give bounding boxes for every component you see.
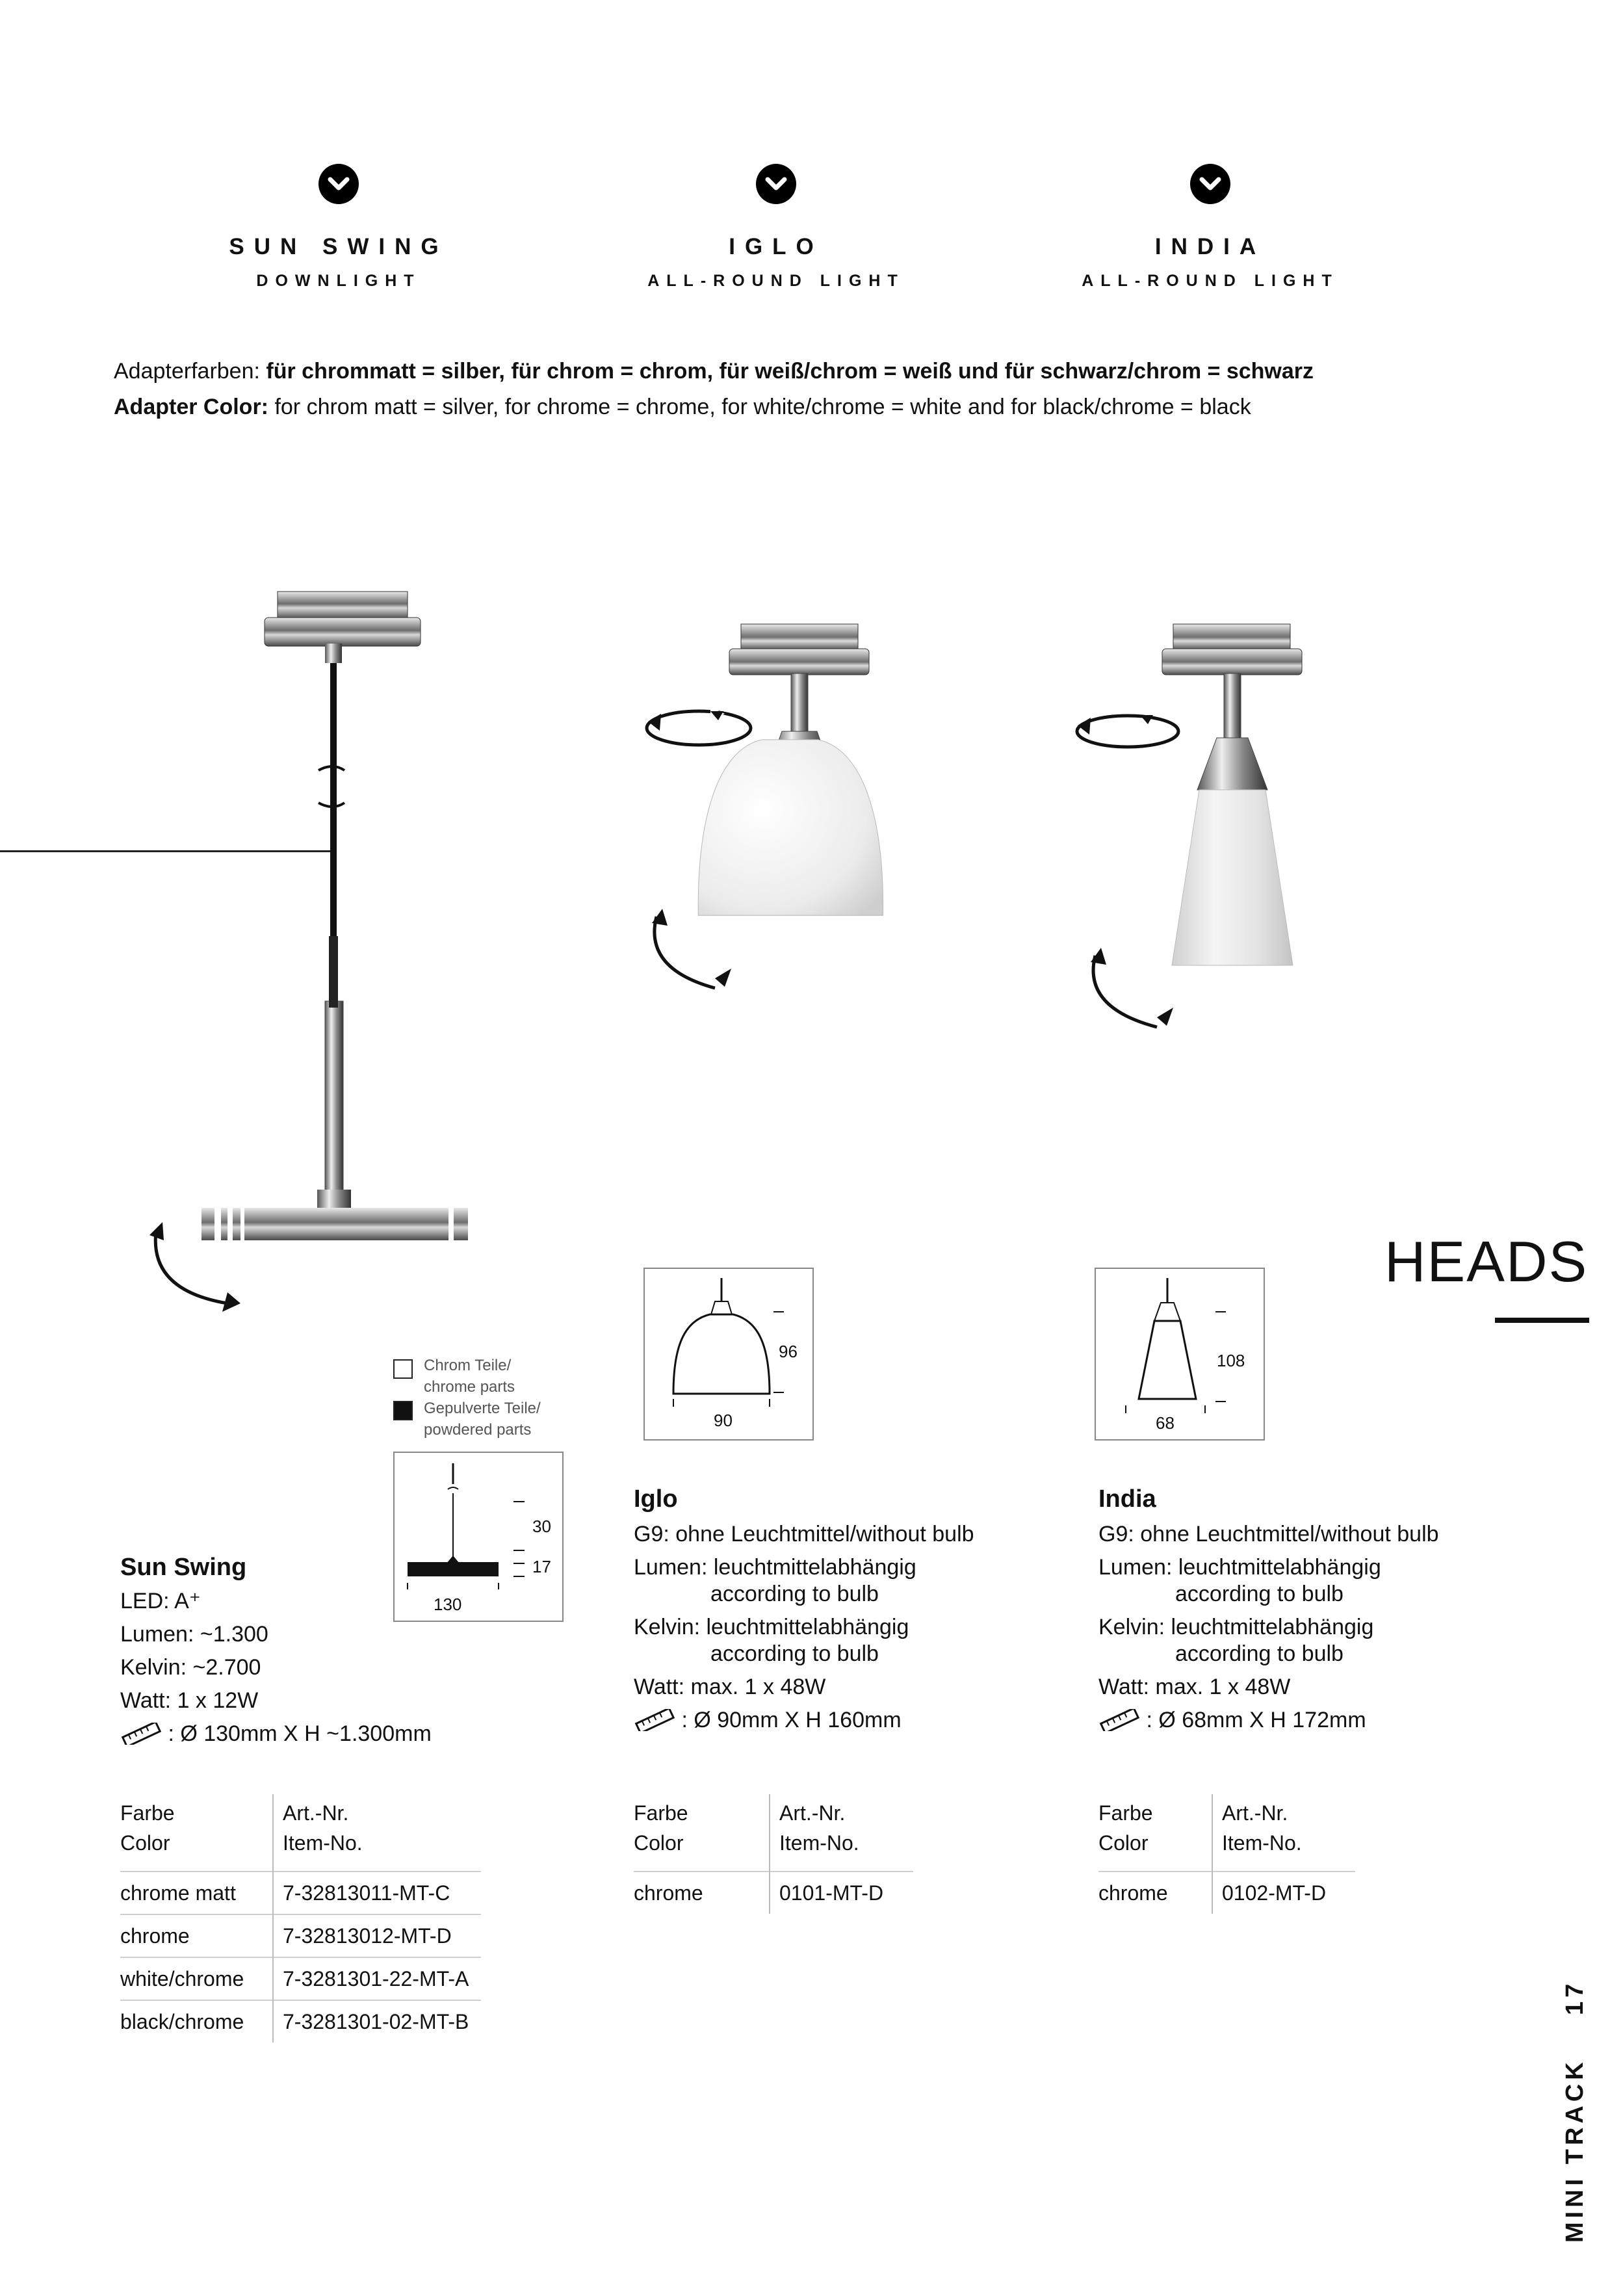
col-item-en: Item-No.: [1222, 1831, 1302, 1855]
spec-size-row: [1098, 1704, 1439, 1737]
row-color: black/chrome: [120, 2000, 273, 2042]
col-item-de: Art.-Nr.: [1222, 1801, 1288, 1825]
adapter-de-text: für chrommatt = silber, für chrom = chrom, für weiß/chrom = weiß und für schwarz/chrom = schwarz: [266, 359, 1314, 384]
spec-kelvin-en: according to bulb: [1175, 1641, 1344, 1666]
powdered-parts-swatch: [393, 1401, 413, 1420]
page-number: 17: [1561, 1979, 1589, 2015]
spec-watt: Watt: 1 x 12W: [120, 1688, 259, 1713]
row-item: 7-3281301-02-MT-B: [273, 2000, 481, 2042]
sun-swing-item-table: [120, 1794, 481, 2042]
legend-powdered-line1: Gepulverte Teile/: [424, 1400, 541, 1417]
col-color-en: Color: [120, 1831, 170, 1855]
row-color: chrome matt: [120, 1872, 273, 1914]
table-header: [634, 1794, 913, 1872]
adapter-de-label: Adapterfarben:: [114, 359, 260, 384]
sun-swing-dim-h2: 17: [532, 1557, 551, 1576]
adapter-en-text: for chrom matt = silver, for chrome = chrome, for white/chrome = white and for black/chrome = black: [274, 395, 1251, 419]
col-color-en: Color: [1098, 1831, 1149, 1855]
iglo-product-image: [634, 618, 894, 1008]
col-item-de: Art.-Nr.: [283, 1801, 349, 1825]
row-color: chrome: [1098, 1872, 1212, 1914]
sun-swing-dim-h1: 30: [532, 1517, 551, 1536]
catalog-name: MINI TRACK: [1561, 2058, 1589, 2243]
table-row[interactable]: [120, 1957, 481, 2000]
spec-lumen-en: according to bulb: [1175, 1582, 1344, 1606]
sun-swing-dim-w: 130: [434, 1595, 462, 1614]
ruler-icon: [1098, 1709, 1140, 1731]
india-dim-h: 108: [1217, 1351, 1245, 1370]
spec-lumen: Lumen: ~1.300: [120, 1622, 268, 1647]
adapter-colors-en: [114, 389, 1251, 425]
table-row[interactable]: [120, 2000, 481, 2042]
section-title: HEADS: [1384, 1229, 1589, 1294]
table-row[interactable]: [634, 1872, 913, 1914]
india-specs: [1098, 1518, 1439, 1737]
col-color-de: Farbe: [634, 1801, 688, 1825]
spec-size: : Ø 130mm X H ~1.300mm: [168, 1721, 432, 1746]
legend-chrome-line2: chrome parts: [424, 1378, 515, 1396]
sun-swing-product-image: [143, 579, 481, 1385]
chrome-parts-swatch: [393, 1359, 413, 1379]
row-color: chrome: [634, 1872, 770, 1914]
india-product-image: [1066, 618, 1339, 1053]
table-row[interactable]: [1098, 1872, 1355, 1914]
section-title-underline: [1495, 1318, 1589, 1323]
legend-powdered-line2: powdered parts: [424, 1421, 532, 1439]
table-row[interactable]: [120, 1872, 481, 1914]
nav-subtitle-india: ALL-ROUND LIGHT: [1082, 272, 1339, 290]
row-color: white/chrome: [120, 1957, 273, 2000]
ruler-icon: [634, 1709, 675, 1731]
iglo-item-table: [634, 1794, 913, 1914]
col-color-de: Farbe: [1098, 1801, 1153, 1825]
iglo-dimension-drawing: [643, 1268, 814, 1441]
adapter-colors-de: [114, 353, 1314, 389]
spec-led: LED: A⁺: [120, 1589, 201, 1613]
legend-powdered-parts: [424, 1398, 541, 1441]
col-color-en: Color: [634, 1831, 684, 1855]
table-header: [1098, 1794, 1355, 1872]
row-item: 7-32813012-MT-D: [273, 1914, 481, 1957]
row-item: 0102-MT-D: [1212, 1872, 1355, 1914]
spec-lumen-en: according to bulb: [710, 1582, 879, 1606]
product-name-india: India: [1098, 1485, 1156, 1513]
chevron-down-icon[interactable]: [756, 164, 796, 204]
spec-bulb: G9: ohne Leuchtmittel/without bulb: [634, 1522, 974, 1546]
nav-subtitle-iglo: ALL-ROUND LIGHT: [647, 272, 905, 290]
spec-kelvin: Kelvin: leuchtmittelabhängig: [634, 1615, 909, 1639]
iglo-dim-h: 96: [779, 1342, 798, 1361]
iglo-dim-w: 90: [714, 1411, 733, 1430]
col-color-de: Farbe: [120, 1801, 175, 1825]
india-dim-w: 68: [1156, 1413, 1175, 1433]
product-name-sun-swing: Sun Swing: [120, 1554, 247, 1581]
spec-lumen: Lumen: leuchtmittelabhängig: [1098, 1555, 1381, 1580]
ruler-icon: [120, 1723, 162, 1745]
row-color: chrome: [120, 1914, 273, 1957]
adapter-en-label: Adapter Color:: [114, 395, 268, 419]
col-item-en: Item-No.: [779, 1831, 859, 1855]
nav-subtitle-sun-swing: DOWNLIGHT: [256, 272, 421, 290]
spec-kelvin: Kelvin: ~2.700: [120, 1655, 261, 1680]
chevron-down-icon[interactable]: [1190, 164, 1230, 204]
table-row[interactable]: [120, 1914, 481, 1957]
spec-lumen: Lumen: leuchtmittelabhängig: [634, 1555, 916, 1580]
spec-watt: Watt: max. 1 x 48W: [1098, 1675, 1291, 1699]
product-name-iglo: Iglo: [634, 1485, 678, 1513]
page-footer: [1561, 1980, 1589, 2243]
legend-chrome-parts: [424, 1355, 515, 1398]
iglo-specs: [634, 1518, 974, 1737]
spec-kelvin: Kelvin: leuchtmittelabhängig: [1098, 1615, 1374, 1639]
nav-title-iglo[interactable]: IGLO: [729, 234, 824, 259]
col-item-de: Art.-Nr.: [779, 1801, 846, 1825]
india-item-table: [1098, 1794, 1355, 1914]
spec-size-row: [120, 1717, 432, 1751]
row-item: 0101-MT-D: [770, 1872, 913, 1914]
spec-bulb: G9: ohne Leuchtmittel/without bulb: [1098, 1522, 1439, 1546]
spec-size: : Ø 90mm X H 160mm: [681, 1708, 902, 1732]
spec-size: : Ø 68mm X H 172mm: [1146, 1708, 1366, 1732]
sun-swing-specs: [120, 1585, 432, 1751]
spec-kelvin-en: according to bulb: [710, 1641, 879, 1666]
chevron-down-icon[interactable]: [318, 164, 359, 204]
legend-chrome-line1: Chrom Teile/: [424, 1357, 512, 1374]
row-item: 7-32813011-MT-C: [273, 1872, 481, 1914]
spec-watt: Watt: max. 1 x 48W: [634, 1675, 826, 1699]
spec-size-row: [634, 1704, 974, 1737]
nav-title-india[interactable]: INDIA: [1154, 234, 1266, 259]
row-item: 7-3281301-22-MT-A: [273, 1957, 481, 2000]
table-header: [120, 1794, 481, 1872]
nav-title-sun-swing[interactable]: SUN SWING: [229, 234, 448, 259]
col-item-en: Item-No.: [283, 1831, 363, 1855]
india-dimension-drawing: [1095, 1268, 1265, 1441]
